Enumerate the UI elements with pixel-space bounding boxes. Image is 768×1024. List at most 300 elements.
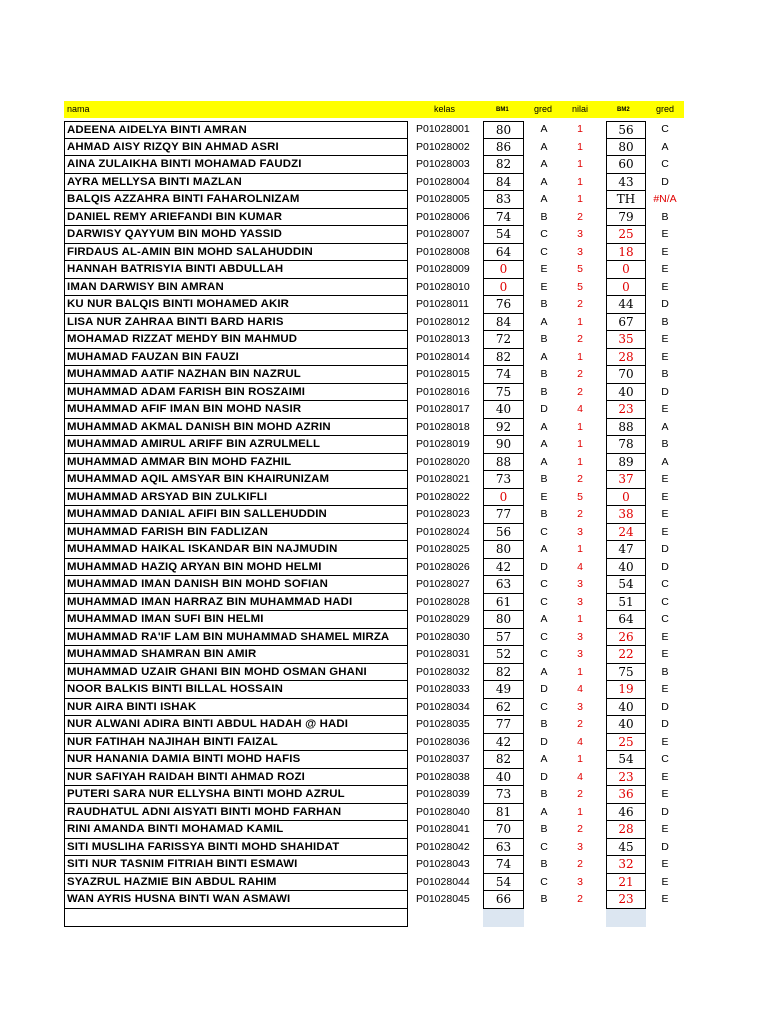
- cell-gred2[interactable]: E: [661, 403, 669, 415]
- cell-kelas[interactable]: P01028003: [416, 158, 470, 170]
- cell-gred1[interactable]: B: [540, 788, 548, 800]
- cell-kelas[interactable]: P01028022: [416, 490, 470, 503]
- cell-bm1[interactable]: 52: [483, 646, 524, 664]
- cell-kelas[interactable]: P01028027: [416, 578, 470, 590]
- cell-bm2[interactable]: 0: [606, 261, 646, 279]
- cell-kelas[interactable]: P01028010: [416, 280, 470, 293]
- cell-nilai[interactable]: 1: [577, 175, 583, 188]
- cell-name[interactable]: AYRA MELLYSA BINTI MAZLAN: [64, 174, 408, 192]
- cell-nilai[interactable]: 4: [577, 560, 583, 573]
- cell-bm2[interactable]: 23: [606, 401, 646, 419]
- cell-bm1[interactable]: 56: [483, 524, 524, 542]
- cell-bm1[interactable]: 81: [483, 804, 524, 822]
- cell-gred2[interactable]: E: [661, 875, 669, 888]
- cell-kelas[interactable]: P01028031: [416, 648, 470, 660]
- cell-kelas[interactable]: P01028017: [416, 403, 470, 415]
- cell-kelas[interactable]: P01028018: [416, 420, 470, 433]
- cell-name[interactable]: NUR FATIHAH NAJIHAH BINTI FAIZAL: [64, 734, 408, 752]
- cell-kelas[interactable]: P01028007: [416, 228, 470, 240]
- cell-nilai[interactable]: 3: [577, 875, 583, 888]
- cell-gred2[interactable]: E: [661, 683, 669, 695]
- cell-name[interactable]: DARWISY QAYYUM BIN MOHD YASSID: [64, 226, 408, 244]
- cell-nilai[interactable]: 2: [577, 210, 583, 223]
- cell-gred1[interactable]: C: [540, 245, 548, 258]
- cell-kelas[interactable]: P01028029: [416, 613, 470, 625]
- cell-bm2[interactable]: 21: [606, 874, 646, 892]
- cell-bm1[interactable]: 54: [483, 226, 524, 244]
- cell-kelas[interactable]: P01028023: [416, 508, 470, 520]
- cell-name[interactable]: MUHAMMAD IMAN HARRAZ BIN MUHAMMAD HADI: [64, 594, 408, 612]
- cell-nilai[interactable]: 1: [577, 543, 583, 555]
- cell-name[interactable]: MUHAMMAD ADAM FARISH BIN ROSZAIMI: [64, 384, 408, 402]
- cell-gred2[interactable]: E: [661, 525, 669, 538]
- cell-name[interactable]: MUHAMMAD AMMAR BIN MOHD FAZHIL: [64, 454, 408, 472]
- cell-bm1[interactable]: 82: [483, 156, 524, 174]
- cell-bm1[interactable]: 82: [483, 751, 524, 769]
- cell-bm2[interactable]: 47: [606, 541, 646, 559]
- cell-kelas[interactable]: P01028030: [416, 630, 470, 643]
- cell-gred1[interactable]: C: [540, 648, 548, 660]
- cell-name[interactable]: PUTERI SARA NUR ELLYSHA BINTI MOHD AZRUL: [64, 786, 408, 804]
- cell-gred1[interactable]: E: [540, 280, 548, 293]
- cell-bm2[interactable]: 80: [606, 139, 646, 157]
- cell-nilai[interactable]: 2: [577, 298, 583, 310]
- cell-kelas[interactable]: P01028016: [416, 385, 470, 398]
- cell-name[interactable]: MUHAMMAD RA'IF LAM BIN MUHAMMAD SHAMEL MIRZA: [64, 629, 408, 647]
- cell-bm1[interactable]: 72: [483, 331, 524, 349]
- cell-bm2[interactable]: 25: [606, 734, 646, 752]
- cell-bm1[interactable]: 49: [483, 681, 524, 699]
- cell-name[interactable]: SITI MUSLIHA FARISSYA BINTI MOHD SHAHIDAT: [64, 839, 408, 857]
- cell-kelas[interactable]: P01028041: [416, 823, 470, 835]
- cell-nilai[interactable]: 4: [577, 735, 583, 748]
- cell-bm1[interactable]: 42: [483, 734, 524, 752]
- cell-name[interactable]: KU NUR BALQIS BINTI MOHAMED AKIR: [64, 296, 408, 314]
- cell-gred1[interactable]: C: [540, 595, 548, 608]
- cell-gred1[interactable]: A: [540, 123, 548, 135]
- cell-name[interactable]: NUR SAFIYAH RAIDAH BINTI AHMAD ROZI: [64, 769, 408, 787]
- cell-gred2[interactable]: D: [661, 700, 669, 713]
- cell-nilai[interactable]: 1: [577, 158, 583, 170]
- cell-gred2[interactable]: D: [661, 718, 669, 730]
- cell-bm1[interactable]: 82: [483, 664, 524, 682]
- cell-gred2[interactable]: D: [661, 560, 669, 573]
- cell-bm2[interactable]: 32: [606, 856, 646, 874]
- cell-bm2[interactable]: 60: [606, 156, 646, 174]
- cell-gred2[interactable]: A: [661, 455, 669, 468]
- cell-gred2[interactable]: D: [661, 298, 669, 310]
- cell-name[interactable]: MUHAMMAD DANIAL AFIFI BIN SALLEHUDDIN: [64, 506, 408, 524]
- cell-nilai[interactable]: 1: [577, 315, 583, 328]
- cell-nilai[interactable]: 3: [577, 648, 583, 660]
- cell-nilai[interactable]: 1: [577, 193, 583, 205]
- cell-name[interactable]: NOOR BALKIS BINTI BILLAL HOSSAIN: [64, 681, 408, 699]
- cell-bm1[interactable]: 0: [483, 261, 524, 279]
- cell-name[interactable]: MUHAMMAD IMAN SUFI BIN HELMI: [64, 611, 408, 629]
- cell-gred2[interactable]: C: [661, 753, 669, 765]
- cell-name[interactable]: AINA ZULAIKHA BINTI MOHAMAD FAUDZI: [64, 156, 408, 174]
- cell-kelas[interactable]: P01028036: [416, 735, 470, 748]
- cell-gred2[interactable]: E: [661, 228, 669, 240]
- cell-bm2[interactable]: 56: [606, 121, 646, 139]
- cell-gred2[interactable]: B: [661, 665, 669, 678]
- cell-gred2[interactable]: B: [661, 315, 669, 328]
- cell-name[interactable]: MUHAMMAD SHAMRAN BIN AMIR: [64, 646, 408, 664]
- cell-gred2[interactable]: E: [661, 333, 669, 345]
- cell-gred1[interactable]: A: [540, 350, 548, 363]
- cell-kelas[interactable]: P01028014: [416, 350, 470, 363]
- cell-gred1[interactable]: B: [540, 298, 548, 310]
- cell-name[interactable]: SITI NUR TASNIM FITRIAH BINTI ESMAWI: [64, 856, 408, 874]
- cell-bm1[interactable]: 74: [483, 856, 524, 874]
- cell-bm2[interactable]: 23: [606, 891, 646, 909]
- cell-gred2[interactable]: E: [661, 648, 669, 660]
- cell-kelas[interactable]: P01028038: [416, 770, 470, 783]
- cell-bm1[interactable]: 82: [483, 349, 524, 367]
- cell-gred1[interactable]: B: [540, 893, 548, 905]
- cell-bm1[interactable]: 0: [483, 279, 524, 297]
- cell-gred1[interactable]: D: [540, 560, 548, 573]
- cell-bm2[interactable]: 28: [606, 821, 646, 839]
- cell-gred2[interactable]: A: [661, 420, 669, 433]
- cell-bm1[interactable]: 42: [483, 559, 524, 577]
- cell-name[interactable]: FIRDAUS AL-AMIN BIN MOHD SALAHUDDIN: [64, 244, 408, 262]
- cell-gred2[interactable]: C: [661, 123, 669, 135]
- cell-gred1[interactable]: C: [540, 840, 548, 853]
- cell-nilai[interactable]: 5: [577, 280, 583, 293]
- cell-bm2[interactable]: 79: [606, 209, 646, 227]
- cell-name[interactable]: MUHAMMAD AATIF NAZHAN BIN NAZRUL: [64, 366, 408, 384]
- cell-bm2[interactable]: 43: [606, 174, 646, 192]
- cell-gred1[interactable]: A: [540, 193, 548, 205]
- cell-bm2[interactable]: 64: [606, 611, 646, 629]
- cell-bm1[interactable]: 61: [483, 594, 524, 612]
- cell-bm1[interactable]: 63: [483, 839, 524, 857]
- shaded-cell[interactable]: [483, 909, 524, 927]
- cell-gred2[interactable]: C: [661, 578, 669, 590]
- cell-name[interactable]: MUHAMMAD ARSYAD BIN ZULKIFLI: [64, 489, 408, 507]
- cell-kelas[interactable]: P01028042: [416, 840, 470, 853]
- cell-gred2[interactable]: E: [661, 490, 669, 503]
- cell-gred1[interactable]: C: [540, 875, 548, 888]
- cell-gred1[interactable]: B: [540, 473, 548, 485]
- cell-bm1[interactable]: 77: [483, 506, 524, 524]
- cell-gred2[interactable]: E: [661, 263, 669, 275]
- cell-gred2[interactable]: B: [661, 210, 669, 223]
- cell-kelas[interactable]: P01028002: [416, 140, 470, 153]
- cell-name[interactable]: IMAN DARWISY BIN AMRAN: [64, 279, 408, 297]
- cell-gred1[interactable]: A: [540, 543, 548, 555]
- cell-nilai[interactable]: 3: [577, 700, 583, 713]
- cell-nilai[interactable]: 4: [577, 770, 583, 783]
- cell-gred2[interactable]: C: [661, 158, 669, 170]
- cell-nilai[interactable]: 1: [577, 753, 583, 765]
- cell-kelas[interactable]: P01028013: [416, 333, 470, 345]
- cell-kelas[interactable]: P01028024: [416, 525, 470, 538]
- cell-nilai[interactable]: 3: [577, 525, 583, 538]
- cell-bm2[interactable]: 28: [606, 349, 646, 367]
- cell-nilai[interactable]: 2: [577, 508, 583, 520]
- cell-nilai[interactable]: 3: [577, 840, 583, 853]
- cell-bm2[interactable]: 37: [606, 471, 646, 489]
- cell-gred2[interactable]: D: [661, 175, 669, 188]
- cell-bm1[interactable]: 88: [483, 454, 524, 472]
- cell-nilai[interactable]: 2: [577, 893, 583, 905]
- cell-kelas[interactable]: P01028035: [416, 718, 470, 730]
- cell-nilai[interactable]: 2: [577, 858, 583, 870]
- cell-gred1[interactable]: A: [540, 140, 548, 153]
- shaded-cell[interactable]: [606, 909, 646, 927]
- cell-name[interactable]: MUHAMMAD IMAN DANISH BIN MOHD SOFIAN: [64, 576, 408, 594]
- cell-bm2[interactable]: 40: [606, 559, 646, 577]
- cell-bm2[interactable]: 54: [606, 751, 646, 769]
- cell-gred2[interactable]: C: [661, 595, 669, 608]
- cell-bm2[interactable]: 67: [606, 314, 646, 332]
- cell-nilai[interactable]: 1: [577, 140, 583, 153]
- cell-bm2[interactable]: 46: [606, 804, 646, 822]
- cell-kelas[interactable]: P01028032: [416, 665, 470, 678]
- cell-bm1[interactable]: 0: [483, 489, 524, 507]
- cell-gred1[interactable]: A: [540, 455, 548, 468]
- cell-nilai[interactable]: 5: [577, 490, 583, 503]
- cell-gred1[interactable]: B: [540, 385, 548, 398]
- cell-kelas[interactable]: P01028026: [416, 560, 470, 573]
- cell-bm2[interactable]: 36: [606, 786, 646, 804]
- cell-bm1[interactable]: 92: [483, 419, 524, 437]
- cell-nilai[interactable]: 1: [577, 123, 583, 135]
- cell-kelas[interactable]: P01028008: [416, 245, 470, 258]
- cell-gred2[interactable]: E: [661, 823, 669, 835]
- cell-kelas[interactable]: P01028025: [416, 543, 470, 555]
- cell-gred2[interactable]: E: [661, 280, 669, 293]
- cell-bm1[interactable]: 77: [483, 716, 524, 734]
- cell-gred1[interactable]: A: [540, 438, 548, 450]
- cell-bm1[interactable]: 40: [483, 401, 524, 419]
- cell-bm2[interactable]: 24: [606, 524, 646, 542]
- cell-bm1[interactable]: 86: [483, 139, 524, 157]
- cell-gred1[interactable]: B: [540, 333, 548, 345]
- cell-bm1[interactable]: 54: [483, 874, 524, 892]
- cell-gred1[interactable]: D: [540, 735, 548, 748]
- cell-kelas[interactable]: P01028011: [416, 298, 469, 310]
- cell-bm2[interactable]: 70: [606, 366, 646, 384]
- cell-kelas[interactable]: P01028040: [416, 805, 470, 818]
- cell-gred2[interactable]: E: [661, 858, 669, 870]
- cell-gred2[interactable]: E: [661, 788, 669, 800]
- cell-kelas[interactable]: P01028045: [416, 893, 470, 905]
- cell-gred1[interactable]: A: [540, 753, 548, 765]
- cell-gred2[interactable]: C: [661, 613, 669, 625]
- cell-name[interactable]: MOHAMAD RIZZAT MEHDY BIN MAHMUD: [64, 331, 408, 349]
- cell-nilai[interactable]: 2: [577, 333, 583, 345]
- cell-gred2[interactable]: #N/A: [653, 193, 677, 205]
- cell-gred1[interactable]: E: [540, 263, 548, 275]
- cell-nilai[interactable]: 1: [577, 350, 583, 363]
- cell-gred1[interactable]: C: [540, 525, 548, 538]
- cell-gred1[interactable]: B: [540, 210, 548, 223]
- cell-nilai[interactable]: 3: [577, 228, 583, 240]
- cell-nilai[interactable]: 3: [577, 630, 583, 643]
- cell-gred1[interactable]: A: [540, 315, 548, 328]
- cell-bm2[interactable]: 89: [606, 454, 646, 472]
- cell-kelas[interactable]: P01028033: [416, 683, 470, 695]
- cell-gred2[interactable]: E: [661, 245, 669, 258]
- cell-bm2[interactable]: 54: [606, 576, 646, 594]
- cell-bm1[interactable]: 74: [483, 366, 524, 384]
- cell-name[interactable]: HANNAH BATRISYIA BINTI ABDULLAH: [64, 261, 408, 279]
- cell-bm2[interactable]: 0: [606, 279, 646, 297]
- cell-nilai[interactable]: 2: [577, 823, 583, 835]
- cell-bm1[interactable]: 63: [483, 576, 524, 594]
- cell-bm2[interactable]: 44: [606, 296, 646, 314]
- cell-gred2[interactable]: E: [661, 350, 669, 363]
- cell-bm2[interactable]: 51: [606, 594, 646, 612]
- cell-kelas[interactable]: P01028034: [416, 700, 470, 713]
- cell-nilai[interactable]: 2: [577, 788, 583, 800]
- cell-bm1[interactable]: 83: [483, 191, 524, 209]
- cell-name[interactable]: MUHAMMAD FARISH BIN FADLIZAN: [64, 524, 408, 542]
- cell-gred1[interactable]: A: [540, 158, 548, 170]
- cell-kelas[interactable]: P01028043: [416, 858, 470, 870]
- cell-bm2[interactable]: 88: [606, 419, 646, 437]
- cell-nilai[interactable]: 4: [577, 683, 583, 695]
- cell-gred2[interactable]: B: [661, 438, 669, 450]
- cell-bm1[interactable]: 84: [483, 174, 524, 192]
- cell-name[interactable]: DANIEL REMY ARIEFANDI BIN KUMAR: [64, 209, 408, 227]
- cell-bm1[interactable]: 74: [483, 209, 524, 227]
- cell-name[interactable]: MUHAMMAD AQIL AMSYAR BIN KHAIRUNIZAM: [64, 471, 408, 489]
- cell-bm2[interactable]: 40: [606, 716, 646, 734]
- cell-gred2[interactable]: E: [661, 630, 669, 643]
- cell-name[interactable]: MUHAMMAD AMIRUL ARIFF BIN AZRULMELL: [64, 436, 408, 454]
- cell-bm1[interactable]: 80: [483, 121, 524, 139]
- cell-bm2[interactable]: 78: [606, 436, 646, 454]
- cell-bm2[interactable]: TH: [606, 191, 646, 209]
- cell-bm1[interactable]: 75: [483, 384, 524, 402]
- cell-gred2[interactable]: D: [661, 805, 669, 818]
- cell-bm2[interactable]: 35: [606, 331, 646, 349]
- cell-bm2[interactable]: 25: [606, 226, 646, 244]
- cell-nilai[interactable]: 1: [577, 665, 583, 678]
- cell-name[interactable]: MUHAMMAD AKMAL DANISH BIN MOHD AZRIN: [64, 419, 408, 437]
- cell-name[interactable]: NUR AIRA BINTI ISHAK: [64, 699, 408, 717]
- cell-gred1[interactable]: B: [540, 508, 548, 520]
- cell-bm2[interactable]: 22: [606, 646, 646, 664]
- cell-gred1[interactable]: C: [540, 578, 548, 590]
- cell-gred2[interactable]: D: [661, 543, 669, 555]
- cell-nilai[interactable]: 1: [577, 613, 583, 625]
- cell-bm2[interactable]: 19: [606, 681, 646, 699]
- cell-gred1[interactable]: B: [540, 823, 548, 835]
- cell-gred1[interactable]: A: [540, 665, 548, 678]
- cell-name[interactable]: RINI AMANDA BINTI MOHAMAD KAMIL: [64, 821, 408, 839]
- cell-bm1[interactable]: 80: [483, 611, 524, 629]
- cell-bm1[interactable]: 64: [483, 244, 524, 262]
- cell-bm1[interactable]: 80: [483, 541, 524, 559]
- cell-name[interactable]: SYAZRUL HAZMIE BIN ABDUL RAHIM: [64, 874, 408, 892]
- cell-kelas[interactable]: P01028004: [416, 175, 470, 188]
- cell-bm2[interactable]: 40: [606, 384, 646, 402]
- cell-gred2[interactable]: D: [661, 385, 669, 398]
- cell-bm2[interactable]: 75: [606, 664, 646, 682]
- cell-kelas[interactable]: P01028015: [416, 368, 470, 380]
- cell-kelas[interactable]: P01028019: [416, 438, 470, 450]
- cell-gred2[interactable]: E: [661, 770, 669, 783]
- cell-gred1[interactable]: C: [540, 228, 548, 240]
- cell-name[interactable]: NUR HANANIA DAMIA BINTI MOHD HAFIS: [64, 751, 408, 769]
- cell-gred2[interactable]: D: [661, 840, 669, 853]
- cell-name[interactable]: ADEENA AIDELYA BINTI AMRAN: [64, 121, 408, 139]
- cell-kelas[interactable]: P01028005: [416, 193, 470, 205]
- cell-nilai[interactable]: 3: [577, 595, 583, 608]
- cell-nilai[interactable]: 1: [577, 805, 583, 818]
- cell-nilai[interactable]: 2: [577, 368, 583, 380]
- cell-nilai[interactable]: 5: [577, 263, 583, 275]
- cell-gred1[interactable]: B: [540, 718, 548, 730]
- cell-name[interactable]: MUHAMAD FAUZAN BIN FAUZI: [64, 349, 408, 367]
- cell-bm1[interactable]: 84: [483, 314, 524, 332]
- cell-kelas[interactable]: P01028021: [416, 473, 470, 485]
- cell-gred1[interactable]: D: [540, 683, 548, 695]
- cell-nilai[interactable]: 1: [577, 438, 583, 450]
- cell-bm2[interactable]: 26: [606, 629, 646, 647]
- cell-bm1[interactable]: 76: [483, 296, 524, 314]
- cell-bm1[interactable]: 57: [483, 629, 524, 647]
- cell-gred2[interactable]: A: [661, 140, 669, 153]
- cell-nilai[interactable]: 1: [577, 455, 583, 468]
- empty-name-cell[interactable]: [64, 909, 408, 927]
- cell-gred1[interactable]: C: [540, 630, 548, 643]
- cell-gred1[interactable]: A: [540, 175, 548, 188]
- cell-bm1[interactable]: 40: [483, 769, 524, 787]
- cell-gred2[interactable]: E: [661, 735, 669, 748]
- cell-bm2[interactable]: 18: [606, 244, 646, 262]
- cell-name[interactable]: LISA NUR ZAHRAA BINTI BARD HARIS: [64, 314, 408, 332]
- cell-kelas[interactable]: P01028001: [416, 123, 470, 135]
- cell-name[interactable]: WAN AYRIS HUSNA BINTI WAN ASMAWI: [64, 891, 408, 909]
- cell-kelas[interactable]: P01028020: [416, 455, 470, 468]
- cell-kelas[interactable]: P01028028: [416, 595, 470, 608]
- cell-kelas[interactable]: P01028006: [416, 210, 470, 223]
- cell-gred1[interactable]: B: [540, 368, 548, 380]
- cell-nilai[interactable]: 2: [577, 718, 583, 730]
- cell-kelas[interactable]: P01028037: [416, 753, 470, 765]
- cell-name[interactable]: RAUDHATUL ADNI AISYATI BINTI MOHD FARHAN: [64, 804, 408, 822]
- cell-gred1[interactable]: E: [540, 490, 548, 503]
- cell-gred1[interactable]: D: [540, 770, 548, 783]
- cell-bm2[interactable]: 45: [606, 839, 646, 857]
- cell-gred1[interactable]: D: [540, 403, 548, 415]
- cell-nilai[interactable]: 3: [577, 578, 583, 590]
- cell-gred2[interactable]: B: [661, 368, 669, 380]
- cell-gred2[interactable]: E: [661, 508, 669, 520]
- cell-gred2[interactable]: E: [661, 473, 669, 485]
- cell-kelas[interactable]: P01028039: [416, 788, 470, 800]
- cell-bm2[interactable]: 0: [606, 489, 646, 507]
- cell-kelas[interactable]: P01028044: [416, 875, 470, 888]
- cell-bm1[interactable]: 73: [483, 471, 524, 489]
- cell-gred1[interactable]: A: [540, 805, 548, 818]
- cell-name[interactable]: MUHAMMAD UZAIR GHANI BIN MOHD OSMAN GHANI: [64, 664, 408, 682]
- cell-name[interactable]: AHMAD AISY RIZQY BIN AHMAD ASRI: [64, 139, 408, 157]
- cell-name[interactable]: NUR ALWANI ADIRA BINTI ABDUL HADAH @ HADI: [64, 716, 408, 734]
- cell-gred1[interactable]: B: [540, 858, 548, 870]
- cell-bm1[interactable]: 90: [483, 436, 524, 454]
- cell-nilai[interactable]: 2: [577, 473, 583, 485]
- cell-nilai[interactable]: 2: [577, 385, 583, 398]
- cell-nilai[interactable]: 3: [577, 245, 583, 258]
- cell-bm2[interactable]: 38: [606, 506, 646, 524]
